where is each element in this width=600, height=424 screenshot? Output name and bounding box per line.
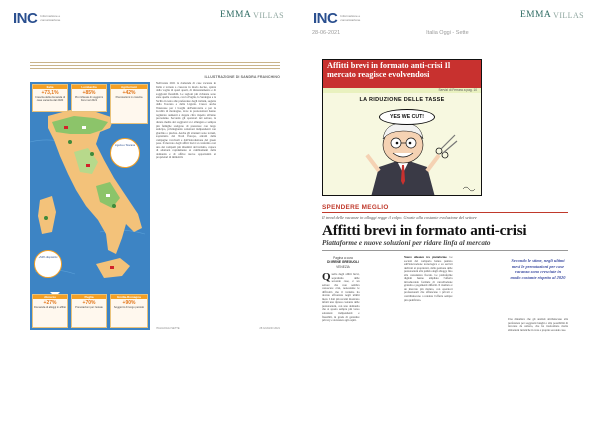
paragraph-heading: Nuove alleanze tra piattaforme. (404, 256, 448, 259)
cartoon-strip (323, 93, 481, 196)
italy-map-illustration (30, 82, 150, 330)
pull-quote: Secondo le stime, negli ultimi mesi le prenotazioni per case vacanza sono cresciute in modo costante rispetto al 2020 (510, 258, 566, 280)
inc-logo (13, 10, 74, 27)
villas-logo-word: VILLAS (553, 10, 584, 20)
illustration-credit: ILLUSTRAZIONE DI SANDRA FRANCHINO (204, 75, 280, 79)
stat-value: +27% (43, 300, 57, 306)
stat-value: +73,1% (41, 90, 59, 96)
stat-text: Domanda di alloggi in affitto (34, 306, 66, 309)
inc-logo-text: INC (313, 10, 338, 27)
stat-box-abruzzo (32, 294, 68, 328)
left-article-body: Nell'estate 2021 la domanda di case vacanza in Italia è tornata a crescere in modo deciso, spinta dalla voglia di spazi aperti, di distanziamento e di soggiorni flessibili. Le regioni più richieste sono state quelle costiere, con la Puglia, la Sardegna e la Sicilia in testa alle preferenze degli italiani, seguite dalla Toscana e dalla Liguria. Cresce anche l'interesse per i borghi dell'entroterra e per le località di montagna, dove le prenotazioni hanno registrato aumenti a doppia cifra rispetto all'anno precedente. Secondo gli operatori del settore, la durata media dei soggiorni si è allungata e sempre più famiglie scelgono di prenotare con largo anticipo, privilegiando soluzioni indipendenti con giardino o piscina. Anche gli stranieri sono tornati, soprattutto dal Nord Europa, attratti dalle campagne vaccinali e dall'introduzione del green pass. Il mercato degli affitti brevi si conferma così uno dei comparti più dinamici del turismo, capace di adattarsi rapidamente ai cambiamenti della domanda e di offrire nuove opportunità ai proprietari di immobili. (156, 82, 216, 160)
byline-author: DI IRENE GREGUOLI (327, 260, 359, 265)
footer-publication: ITALIAOGGI SETTE (156, 327, 180, 330)
emma-villas-logo (520, 10, 584, 20)
stat-text: Più richieste di soggiorni brevi nel 2021 (74, 96, 104, 103)
article-standfirst: Il trend delle vacanze in alloggi regge il colpo. Grazie alla costante evoluzione del settore (322, 215, 477, 220)
inc-logo-subtitle: Informazione e comunicazione (340, 13, 361, 22)
map-badge: Liguria e Toscana (110, 138, 140, 168)
stat-box-emilia-romagna (110, 294, 148, 328)
stat-box-lombardia (71, 84, 107, 112)
byline-page: Pagina a cura (333, 256, 353, 260)
stat-head: Lombardia (72, 85, 106, 89)
stat-value: +42% (122, 90, 136, 96)
cartoon-byline: Servizi di Ferrara a pag. 10 (438, 88, 477, 92)
stat-box-puglia (71, 294, 107, 328)
villas-logo-word: VILLAS (253, 10, 284, 20)
article-byline (322, 256, 364, 269)
article-body-column-1 (322, 273, 400, 413)
byline-city: VENEZIA (336, 264, 350, 269)
emma-logo-word: EMMA (219, 10, 252, 20)
article-body-text: uello degli affitti brevi, soprattutto delle seconde case, è un settore che non sembra conoscere crisi, nonostante le difficoltà che il turismo ha dovuto affrontare negli ultimi mesi. I dati più recenti mostrano infatti una ripresa costante delle prenotazioni, con una domanda che si sposta sempre più verso soluzioni indipendenti e flessibili, in grado di garantire privacy e sicurezza agli ospiti. (322, 273, 360, 323)
stat-head: Agriturismi (111, 85, 147, 89)
top-rule (30, 68, 280, 69)
inc-logo-subtitle: Informazione e comunicazione (40, 13, 61, 22)
top-rule (30, 62, 280, 63)
cartoon-caption: LA RIDUZIONE DELLE TASSE (359, 97, 445, 103)
stat-text: Prenotazioni per l'estate (75, 306, 103, 309)
stat-box-agriturismi (110, 84, 148, 124)
stat-value: +90% (122, 300, 136, 306)
stat-text: Crescita della domanda di case vacanza dal 2020 (35, 96, 65, 103)
clipping-source: Italia Oggi - Sette (426, 30, 469, 36)
article-headline: Affitti brevi in formato anti-crisi (322, 222, 527, 239)
article-rule (322, 250, 568, 251)
speech-bubble: YES WE CUT! (379, 109, 435, 125)
map-badge: +54% dispositivi (34, 250, 62, 278)
article-body-column-2 (404, 256, 504, 413)
clipping-date: 28-06-2021 (312, 30, 341, 36)
stat-value: +70% (82, 300, 96, 306)
left-newspaper-page (30, 62, 280, 330)
stat-value: +85% (82, 90, 96, 96)
section-kicker: SPENDERE MEGLIO (322, 204, 568, 213)
inc-logo-text: INC (13, 10, 38, 27)
inc-logo (313, 10, 374, 27)
footer-date: 28 GIUGNO 2021 (259, 327, 280, 330)
front-page-cartoon-panel (322, 59, 482, 196)
article-body-text: Le società del comparto hanno puntato sull'innovazione tecnologica e su servizi dedicati ai proprietari, dalla gestione delle prenotazioni alla pulizia degli alloggi, fino alla consulenza fiscale. Le piattaforme digitali hanno ampliato l'offerta introducendo formule di cancellazione gratuita e pagamenti differiti. Il risultato è un mercato più maturo, con operatori professionali che affiancano i privati e contribuiscono a rendere l'offerta sempre più qualificata. (404, 256, 453, 302)
right-page (300, 0, 600, 424)
stat-box-italia (32, 84, 68, 112)
left-page-footer (30, 324, 280, 330)
stat-text: Soggiorni di lungo periodo (113, 306, 145, 309)
stat-head: Abruzzo (33, 295, 67, 299)
article-subhead: Piattaforme e nuove soluzioni per ridare linfa al mercato (322, 239, 491, 247)
top-rule (30, 65, 280, 66)
cartoon-title: Affitti brevi in formato anti-crisi Il mercato reagisce evolvendosi (323, 60, 481, 88)
clipping-meta (312, 30, 588, 36)
stat-head: Puglia (72, 295, 106, 299)
stat-head: Italia (33, 85, 67, 89)
stat-text: Prenotazioni in crescita (115, 96, 143, 99)
article-body-column-3: Una dinamica che gli analisti attribuiscono alla preferenza per soggiorni lunghi e alla possibilità di lavorare da remoto, che ha trasformato molte abitazioni turistiche in vere e proprie seconde case. (508, 318, 568, 332)
drop-cap: Q (322, 273, 331, 283)
stat-head: Emilia-Romagna (111, 295, 147, 299)
emma-villas-logo (220, 10, 284, 20)
emma-logo-word: EMMA (519, 10, 552, 20)
